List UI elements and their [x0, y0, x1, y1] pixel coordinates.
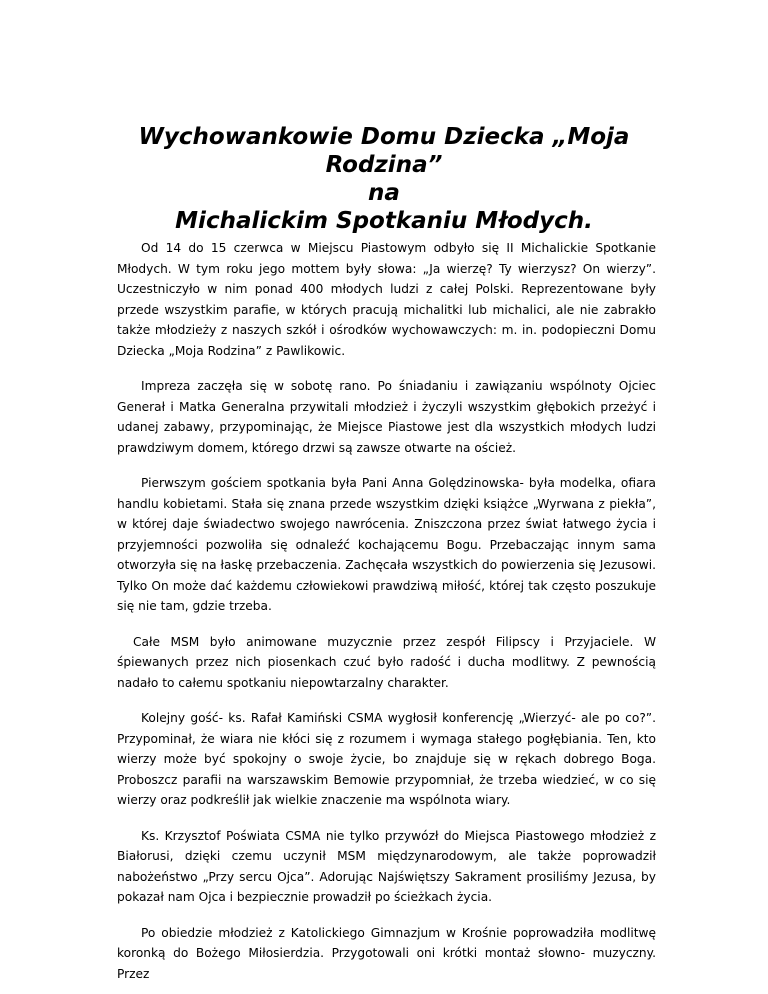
title-line: Michalickim Spotkaniu Młodych.	[175, 208, 593, 235]
title-line: Wychowankowie Domu Dziecka „Moja	[138, 124, 630, 151]
paragraph: Całe MSM było animowane muzycznie przez zespół Filipscy i Przyjaciele. W śpiewanych przez nich piosenkach czuć było radość i ducha modlitwy. Z pewnością nadało to całemu spotkaniu niepowtarzalny charakter.	[117, 634, 656, 690]
paragraph: Od 14 do 15 czerwca w Miejscu Piastowym odbyło się II Michalickie Spotkanie Młodych. W tym roku jego mottem były słowa: „Ja wierzę? Ty wierzysz? On wierzy”. Uczestniczyło w nim ponad 400 młodych ludzi z całej Polski. Reprezentowane były przede wszystkim parafie, w których pracują michalitki lub michalici, ale nie zabrakło także młodzieży z naszych szkół i ośrodków wychowawczych: m. in. podopieczni Domu Dziecka „Moja Rodzina” z Pawlikowic.	[117, 241, 656, 358]
paragraph: Ks. Krzysztof Poświata CSMA nie tylko przywózł do Miejsca Piastowego młodzież z Białorusi, dzięki czemu uczynił MSM międzynarodowym, ale także poprowadził nabożeństwo „Przy sercu Ojca”. Adorując Najświętszy Sakrament prosiliśmy Jezusa, by pokazał nam Ojca i bezpiecznie prowadził po ścieżkach życia.	[117, 828, 656, 904]
document-title	[90, 123, 678, 235]
paragraph: Kolejny gość- ks. Rafał Kamiński CSMA wygłosił konferencję „Wierzyć- ale po co?”. Przypominał, że wiara nie kłóci się z rozumem i wymaga stałego pogłębiania. Ten, kto wierzy może być spokojny o swoje życie, bo znajduje się w rękach dobrego Boga. Proboszcz parafii na warszawskim Bemowie przypomniał, że trzeba wiedzieć, w co się wierzy oraz podkreślił jak wielkie znaczenie ma wspólnota wiary.	[117, 711, 656, 807]
article-body	[117, 238, 656, 994]
paragraph: Impreza zaczęła się w sobotę rano. Po śniadaniu i zawiązaniu wspólnoty Ojciec Generał i Matka Generalna przywitali młodzież i życzyli wszystkim głębokich przeżyć i udanej zabawy, przypominając, że Miejsce Piastowe jest dla wszystkich młodych ludzi prawdziwym domem, którego drzwi są zawsze otwarte na oścież.	[117, 379, 656, 455]
paragraph: Pierwszym gościem spotkania była Pani Anna Golędzinowska- była modelka, ofiara handlu kobietami. Stała się znana przede wszystkim dzięki książce „Wyrwana z piekła”, w której daje świadectwo swojego nawrócenia. Zniszczona przez świat łatwego życia i przyjemności pozwoliła się odnaleźć kochającemu Bogu. Przebaczając innym sama otworzyła się na łaskę przebaczenia. Zachęcała wszystkich do powierzenia się Jezusowi. Tylko On może dać każdemu człowiekowi prawdziwą miłość, której tak często poszukuje się nie tam, gdzie trzeba.	[117, 476, 656, 613]
title-line: Rodzina”	[325, 152, 443, 179]
title-line: na	[368, 180, 400, 207]
paragraph: Po obiedzie młodzież z Katolickiego Gimnazjum w Krośnie poprowadziła modlitwę koronką do Bożego Miłosierdzia. Przygotowali oni krótki montaż słowno- muzyczny. Przez	[117, 925, 656, 981]
